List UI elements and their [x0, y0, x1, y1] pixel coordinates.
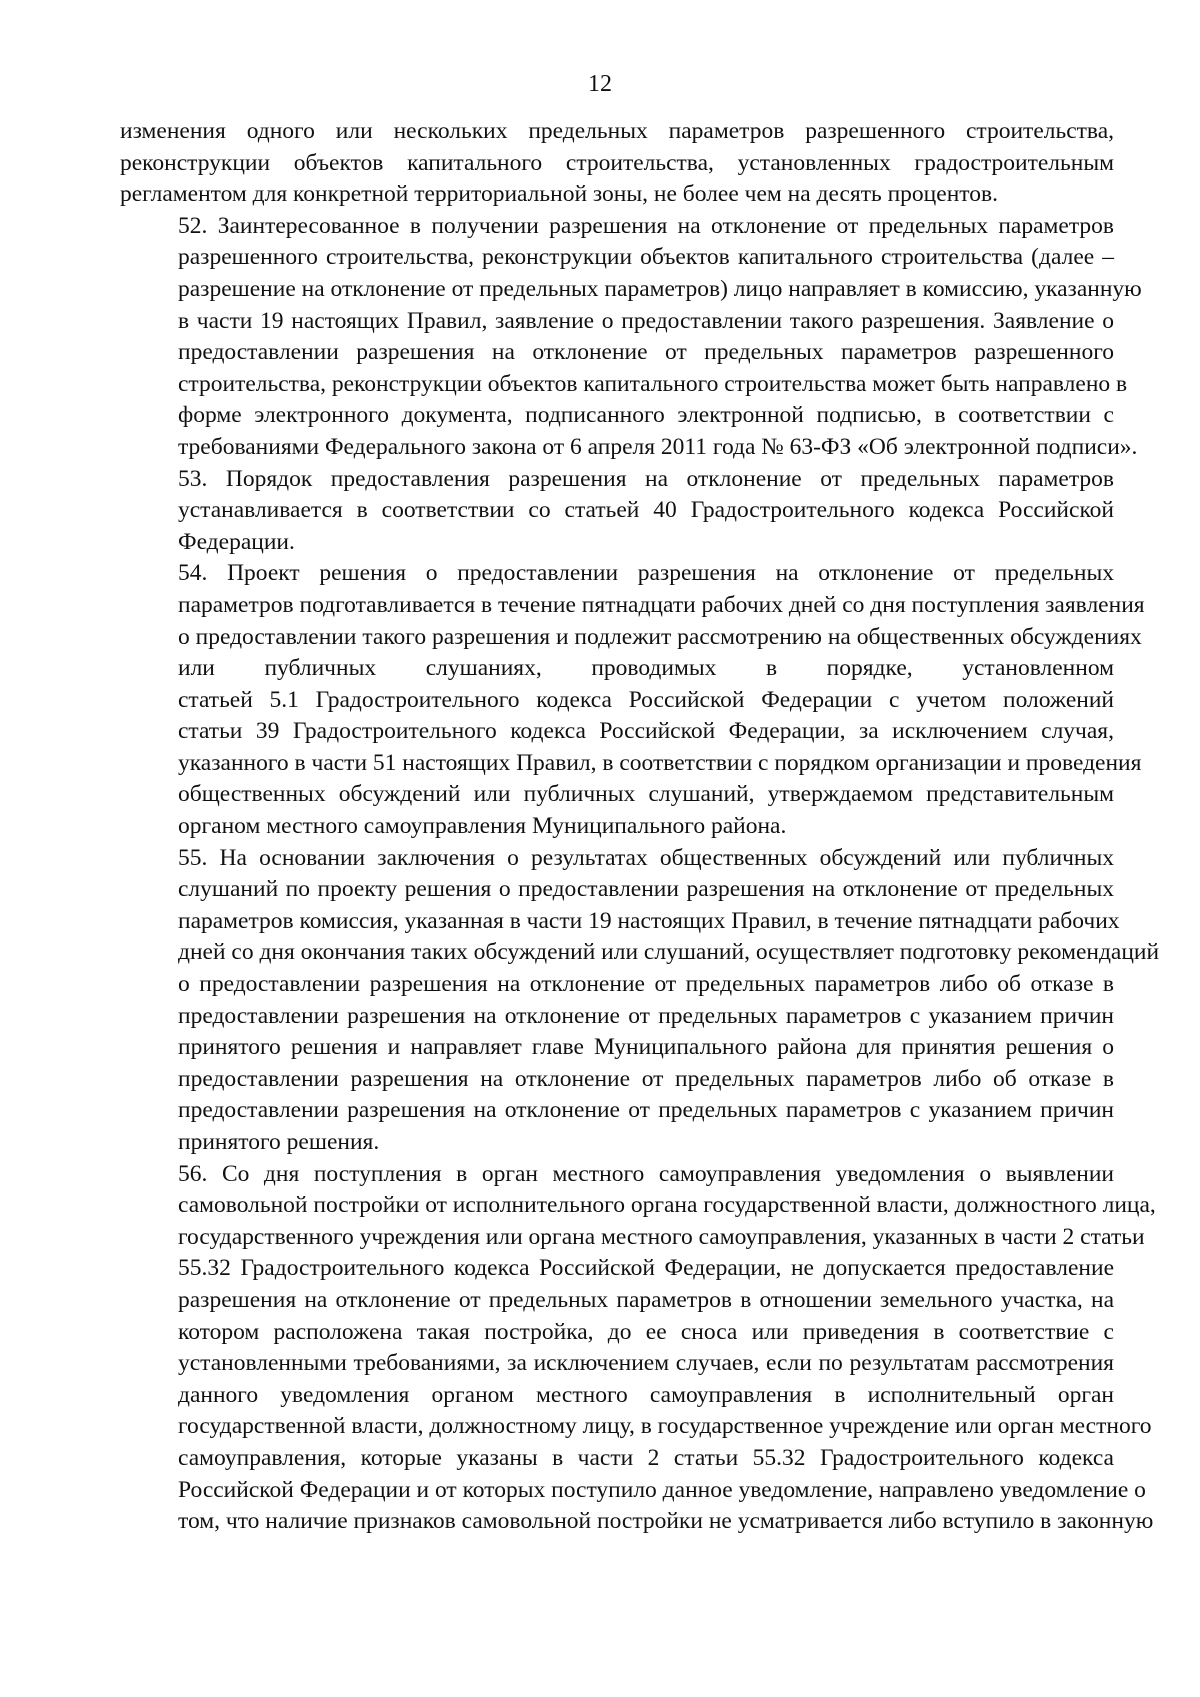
text-line: государственной власти, должностному лицу, в государственное учреждение или орган местного [178, 1413, 1152, 1440]
text-line: параметров подготавливается в течение пятнадцати рабочих дней со дня поступления заявления [178, 591, 1145, 618]
page-number: 12 [588, 71, 612, 97]
text-line: или публичных слушаниях, проводимых в порядке, установленном [178, 655, 1114, 682]
text-line: в части 19 настоящих Правил, заявление о предоставлении такого разрешения. Заявление о [178, 307, 1114, 334]
text-line: разрешенного строительства, реконструкции объектов капитального строительства (далее – [178, 244, 1114, 271]
paragraph-54 [120, 558, 1145, 842]
text-line: общественных обсуждений или публичных слушаний, утверждаемом представительным [178, 781, 1114, 808]
text-line: государственного учреждения или органа местного самоуправления, указанных в части 2 статьи [178, 1223, 1145, 1250]
text-line: слушаний по проекту решения о предоставлении разрешения на отклонение от предельных [178, 876, 1114, 903]
text-line: органом местного самоуправления Муниципального района. [178, 813, 787, 840]
text-line: изменения одного или нескольких предельных параметров разрешенного строительства, [120, 118, 1114, 144]
text-line: статьи 39 Градостроительного кодекса Российской Федерации, за исключением случая, [178, 718, 1114, 745]
text-line: принятого решения и направляет главе Муниципального района для принятия решения о [178, 1034, 1114, 1061]
text-line: принятого решения. [178, 1129, 380, 1155]
text-line: требованиями Федерального закона от 6 апреля 2011 года № 63-ФЗ «Об электронной подписи». [178, 433, 1138, 460]
paragraph-52 [120, 211, 1142, 464]
text-line: о предоставлении разрешения на отклонение от предельных параметров либо об отказе в [178, 971, 1114, 998]
text-line: статьей 5.1 Градостроительного кодекса Российской Федерации с учетом положений [178, 686, 1114, 713]
text-line: строительства, реконструкции объектов капитального строительства может быть направлено в [178, 370, 1128, 397]
text-line: параметров комиссия, указанная в части 19 настоящих Правил, в течение пятнадцати рабочих [178, 907, 1120, 934]
text-line: самовольной постройки от исполнительного органа государственной власти, должностного лица, [178, 1192, 1156, 1219]
text-line: 55.32 Градостроительного кодекса Российской Федерации, не допускается предоставление [178, 1255, 1114, 1282]
text-line: 54. Проект решения о предоставлении разрешения на отклонение от предельных [178, 560, 1114, 587]
text-line: предоставлении разрешения на отклонение от предельных параметров с указанием причин [178, 1097, 1114, 1124]
paragraph-continuation [120, 116, 1114, 211]
text-line: 55. На основании заключения о результатах общественных обсуждений или публичных [178, 844, 1114, 871]
text-line: реконструкции объектов капитального строительства, установленных градостроительным [120, 149, 1114, 176]
paragraph-55 [120, 843, 1160, 1159]
text-line: том, что наличие признаков самовольной постройки не усматривается либо вступило в законную [178, 1508, 1154, 1535]
text-line: предоставлении разрешения на отклонение от предельных параметров разрешенного [178, 339, 1114, 366]
text-line: устанавливается в соответствии со статьей 40 Градостроительного кодекса Российской [178, 497, 1114, 524]
text-line: Федерации. [178, 528, 295, 555]
text-line: разрешения на отклонение от предельных параметров в отношении земельного участка, на [178, 1286, 1114, 1313]
text-line: установленными требованиями, за исключением случаев, если по результатам рассмотрения [178, 1350, 1114, 1377]
text-line: котором расположена такая постройка, до ее сноса или приведения в соответствие с [178, 1318, 1114, 1345]
text-line: о предоставлении такого разрешения и подлежит рассмотрению на общественных обсуждениях [178, 623, 1142, 650]
text-line: Российской Федерации и от которых поступило данное уведомление, направлено уведомление о [178, 1476, 1146, 1503]
text-line: предоставлении разрешения на отклонение от предельных параметров либо об отказе в [178, 1065, 1114, 1092]
text-line: 52. Заинтересованное в получении разрешения на отклонение от предельных параметров [178, 212, 1114, 239]
text-line: данного уведомления органом местного самоуправления в исполнительный орган [178, 1381, 1114, 1408]
paragraph-56 [120, 1159, 1156, 1538]
document-body [120, 116, 1160, 1538]
text-line: разрешение на отклонение от предельных параметров) лицо направляет в комиссию, указанную [178, 275, 1142, 302]
text-line: дней со дня окончания таких обсуждений или слушаний, осуществляет подготовку рекомендаций [178, 939, 1160, 966]
text-line: 53. Порядок предоставления разрешения на отклонение от предельных параметров [178, 465, 1114, 492]
paragraph-53 [120, 464, 1114, 559]
text-line: предоставлении разрешения на отклонение от предельных параметров с указанием причин [178, 1002, 1114, 1029]
text-line: 56. Со дня поступления в орган местного самоуправления уведомления о выявлении [178, 1160, 1114, 1187]
text-line: форме электронного документа, подписанного электронной подписью, в соответствии с [178, 402, 1114, 429]
text-line: самоуправления, которые указаны в части 2 статьи 55.32 Градостроительного кодекса [178, 1444, 1114, 1471]
text-line: регламентом для конкретной территориальной зоны, не более чем на десять процентов. [120, 181, 998, 208]
text-line: указанного в части 51 настоящих Правил, в соответствии с порядком организации и проведения [178, 749, 1142, 776]
